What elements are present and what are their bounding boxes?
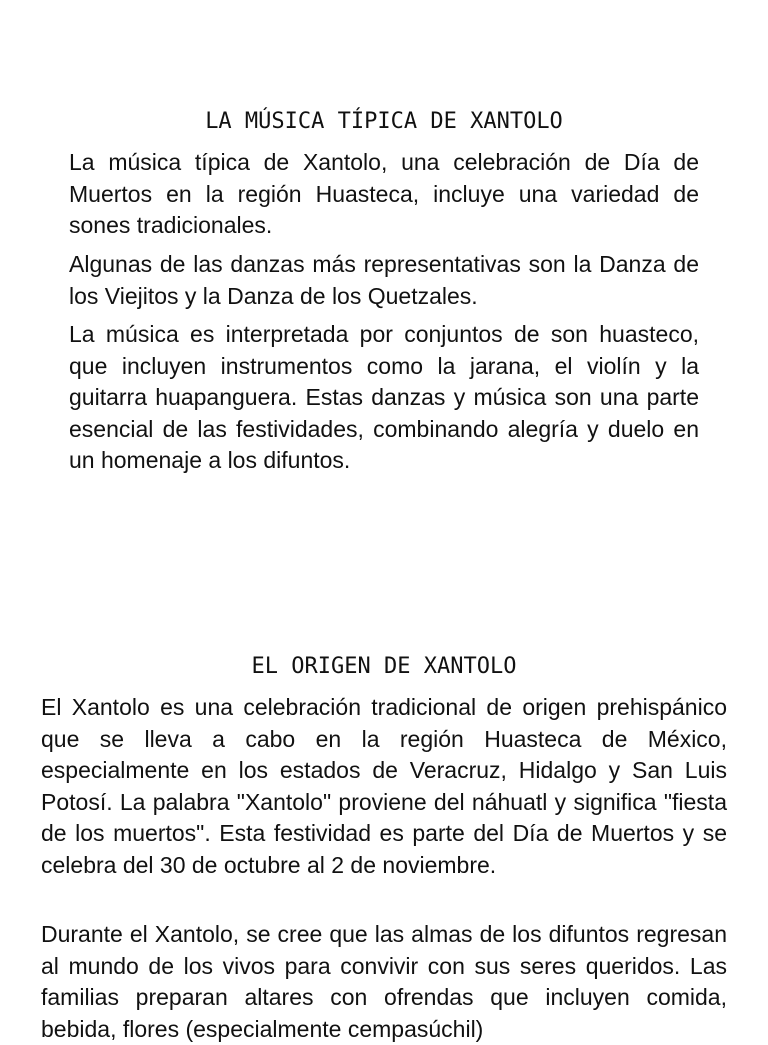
paragraph: Algunas de las danzas más representativas son la Danza de los Viejitos y la Danza de los Quetzales. [69, 251, 699, 309]
section-title-musica: LA MÚSICA TÍPICA DE XANTOLO [205, 109, 563, 134]
paragraph: El Xantolo es una celebración tradicional de origen prehispánico que se lleva a cabo en la región Huasteca de México, especialmente en los estados de Veracruz, Hidalgo y San Luis Potosí. La palabra "Xantolo" proviene del náhuatl y significa "fiesta de los muertos". Esta festividad es parte del Día de Muertos y se celebra del 30 de octubre al 2 de noviembre. [41, 694, 727, 878]
section-title-origen: EL ORIGEN DE XANTOLO [251, 654, 517, 679]
paragraph: La música es interpretada por conjuntos de son huasteco, que incluyen instrumentos como la jarana, el violín y la guitarra huapanguera. Estas danzas y música son una parte esencial de las festividades, combinando alegría y duelo en un homenaje a los difuntos. [69, 321, 699, 473]
paragraph: La música típica de Xantolo, una celebración de Día de Muertos en la región Huasteca, incluye una variedad de sones tradicionales. [69, 149, 699, 238]
paragraph: Durante el Xantolo, se cree que las almas de los difuntos regresan al mundo de los vivos para convivir con sus seres queridos. Las familias preparan altares con ofrendas que incluyen comida, bebida, flores (especialmente cempasúchil) [41, 921, 727, 1042]
